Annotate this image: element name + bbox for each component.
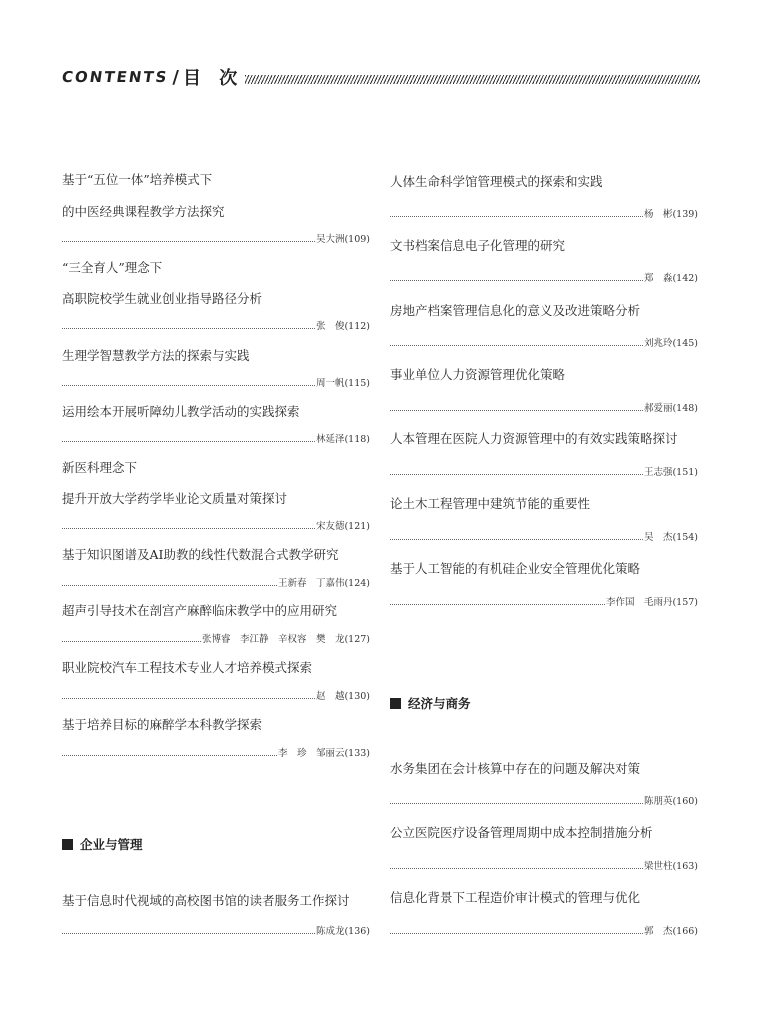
entry-author-page: 陈朋英(160) xyxy=(643,796,698,807)
entry-author-page: 张博睿 李江静 辛权容 樊 龙(127) xyxy=(201,634,370,645)
entry-leader xyxy=(62,745,370,759)
entry-leader xyxy=(390,529,698,543)
entry-leader xyxy=(390,206,698,220)
entry-leader xyxy=(390,923,698,937)
entry-leader xyxy=(62,431,370,445)
section-square-icon xyxy=(390,698,401,709)
entry-title-line: 论土木工程管理中建筑节能的重要性 xyxy=(390,496,591,511)
entry-title-line: 信息化背景下工程造价审计模式的管理与优化 xyxy=(390,890,641,905)
entry-title-line: 运用绘本开展听障幼儿教学活动的实践探索 xyxy=(62,404,300,419)
title-separator: / xyxy=(172,66,179,88)
entry-title-line: 水务集团在会计核算中存在的问题及解决对策 xyxy=(390,761,641,776)
entry-author-page: 李作国 毛雨丹(157) xyxy=(605,597,698,608)
entry-leader xyxy=(62,518,370,532)
entry-author-page: 李 珍 邹丽云(133) xyxy=(277,748,370,759)
section-heading-enterprise xyxy=(62,835,143,853)
entry-leader xyxy=(62,318,370,332)
entry-title-line: 人本管理在医院人力资源管理中的有效实践策略探讨 xyxy=(390,431,678,446)
entry-title-line: 基于人工智能的有机硅企业安全管理优化策略 xyxy=(390,561,641,576)
section-square-icon xyxy=(62,839,73,850)
entry-title-line: 房地产档案管理信息化的意义及改进策略分析 xyxy=(390,303,641,318)
entry-title-line: 基于培养目标的麻醉学本科教学探索 xyxy=(62,717,263,732)
entry-title-line: 的中医经典课程教学方法探究 xyxy=(62,204,225,219)
entry-title-line: 基于知识图谱及AI助教的线性代数混合式教学研究 xyxy=(62,547,339,562)
entry-leader xyxy=(62,575,370,589)
header-hatch-rule xyxy=(245,75,700,84)
entry-author-page: 梁世柱(163) xyxy=(643,861,698,872)
entry-author-page: 陈成龙(136) xyxy=(315,926,370,937)
contents-title-en: CONTENTS xyxy=(60,68,170,86)
entry-title-line: 人体生命科学馆管理模式的探索和实践 xyxy=(390,174,603,189)
entry-title-line: 基于“五位一体”培养模式下 xyxy=(62,172,213,187)
entry-author-page: 杨 彬(139) xyxy=(643,209,698,220)
entry-leader xyxy=(390,858,698,872)
entry-title-line: 事业单位人力资源管理优化策略 xyxy=(390,367,566,382)
entry-author-page: 吴大洲(109) xyxy=(315,234,370,245)
entry-title-line: 提升开放大学药学毕业论文质量对策探讨 xyxy=(62,491,288,506)
entry-title-line: 高职院校学生就业创业指导路径分析 xyxy=(62,291,263,306)
entry-author-page: 郝爱丽(148) xyxy=(643,403,698,414)
section-title: 经济与商务 xyxy=(408,696,471,711)
entry-title-line: 基于信息时代视域的高校图书馆的读者服务工作探讨 xyxy=(62,893,350,908)
entry-title-line: 公立医院医疗设备管理周期中成本控制措施分析 xyxy=(390,825,653,840)
entry-author-page: 林延泽(118) xyxy=(315,434,370,445)
section-title: 企业与管理 xyxy=(80,837,143,852)
entry-title-line: “三全育人”理念下 xyxy=(62,260,163,275)
entry-author-page: 赵 越(130) xyxy=(315,691,370,702)
contents-header xyxy=(62,64,700,90)
entry-author-page: 刘兆玲(145) xyxy=(643,338,698,349)
entry-author-page: 王新春 丁嘉伟(124) xyxy=(277,578,370,589)
entry-author-page: 郭 杰(166) xyxy=(643,926,698,937)
entry-leader xyxy=(390,594,698,608)
entry-leader xyxy=(62,923,370,937)
entry-leader xyxy=(62,231,370,245)
entry-leader xyxy=(390,793,698,807)
entry-title-line: 文书档案信息电子化管理的研究 xyxy=(390,238,566,253)
contents-title-cn: 目 次 xyxy=(182,68,244,89)
entry-leader xyxy=(390,464,698,478)
entry-title-line: 新医科理念下 xyxy=(62,460,138,475)
entry-leader xyxy=(390,400,698,414)
entry-author-page: 王志强(151) xyxy=(643,467,698,478)
entry-title-line: 超声引导技术在剖宫产麻醉临床教学中的应用研究 xyxy=(62,603,338,618)
entry-author-page: 郑 淼(142) xyxy=(643,273,698,284)
entry-title-line: 职业院校汽车工程技术专业人才培养模式探索 xyxy=(62,660,313,675)
entry-leader xyxy=(62,688,370,702)
entry-author-page: 张 俊(112) xyxy=(315,321,370,332)
entry-author-page: 吴 杰(154) xyxy=(643,532,698,543)
entry-leader xyxy=(390,270,698,284)
entry-leader xyxy=(62,375,370,389)
entry-leader xyxy=(390,335,698,349)
entry-author-page: 宋友德(121) xyxy=(315,521,370,532)
entry-title-line: 生理学智慧教学方法的探索与实践 xyxy=(62,348,250,363)
entry-author-page: 周一帆(115) xyxy=(315,378,370,389)
section-heading-economy xyxy=(390,694,471,712)
entry-leader xyxy=(62,631,370,645)
